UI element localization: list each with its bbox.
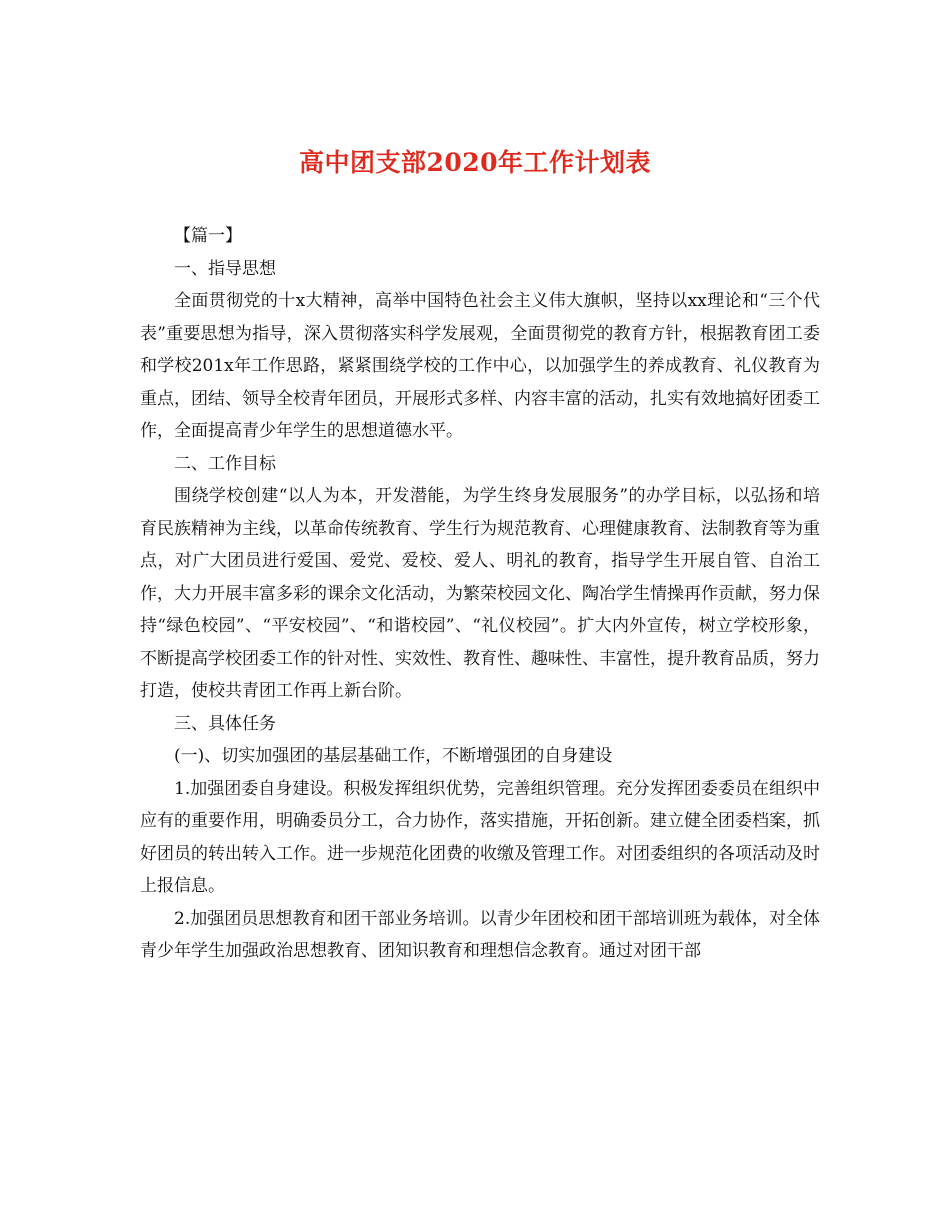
paragraph-task-item-1: 1.加强团委自身建设。积极发挥组织优势，完善组织管理。充分发挥团委委员在组织中应有的重要作用，明确委员分工，合力协作，落实措施，开拓创新。建立健全团委档案，抓好团员的转出转入工作。进一步规范化团费的收缴及管理工作。对团委组织的各项活动及时上报信息。 [140, 778, 820, 896]
heading-guiding-ideology: 一、指导思想 [174, 258, 276, 279]
document-body [140, 220, 820, 968]
document-title: 高中团支部2020年工作计划表 [298, 148, 652, 177]
subheading-task-one: (一)、切实加强团的基层基础工作，不断增强团的自身建设 [174, 746, 613, 766]
heading-work-goals: 二、工作目标 [174, 453, 276, 474]
paragraph-work-goals: 围绕学校创建“以人为本，开发潜能，为学生终身发展服务”的办学目标，以弘扬和培育民族精神为主线，以革命传统教育、学生行为规范教育、心理健康教育、法制教育等为重点，对广大团员进行爱国、爱党、爱校、爱人、明礼的教育，指导学生开展自管、自治工作，大力开展丰富多彩的课余文化活动，为繁荣校园文化、陶冶学生情操再作贡献，努力保持“绿色校园”、“平安校园”、“和谐校园”、“礼仪校园”。扩大内外宣传，树立学校形象，不断提高学校团委工作的针对性、实效性、教育性、趣味性、丰富性，提升教育品质，努力打造，使校共青团工作再上新台阶。 [140, 486, 820, 701]
paragraph-guiding-ideology: 全面贯彻党的十x大精神，高举中国特色社会主义伟大旗帜，坚持以xx理论和“三个代表”重要思想为指导，深入贯彻落实科学发展观，全面贯彻党的教育方针，根据教育团工委和学校201x年工作思路，紧紧围绕学校的工作中心，以加强学生的养成教育、礼仪教育为重点，团结、领导全校青年团员，开展形式多样、内容丰富的活动，扎实有效地搞好团委工作，全面提高青少年学生的思想道德水平。 [140, 291, 820, 441]
paragraph-task-item-2: 2.加强团员思想教育和团干部业务培训。以青少年团校和团干部培训班为载体，对全体青少年学生加强政治思想教育、团知识教育和理想信念教育。通过对团干部 [140, 908, 820, 961]
heading-specific-tasks: 三、具体任务 [174, 713, 276, 734]
section-label: 【篇一】 [174, 226, 242, 246]
